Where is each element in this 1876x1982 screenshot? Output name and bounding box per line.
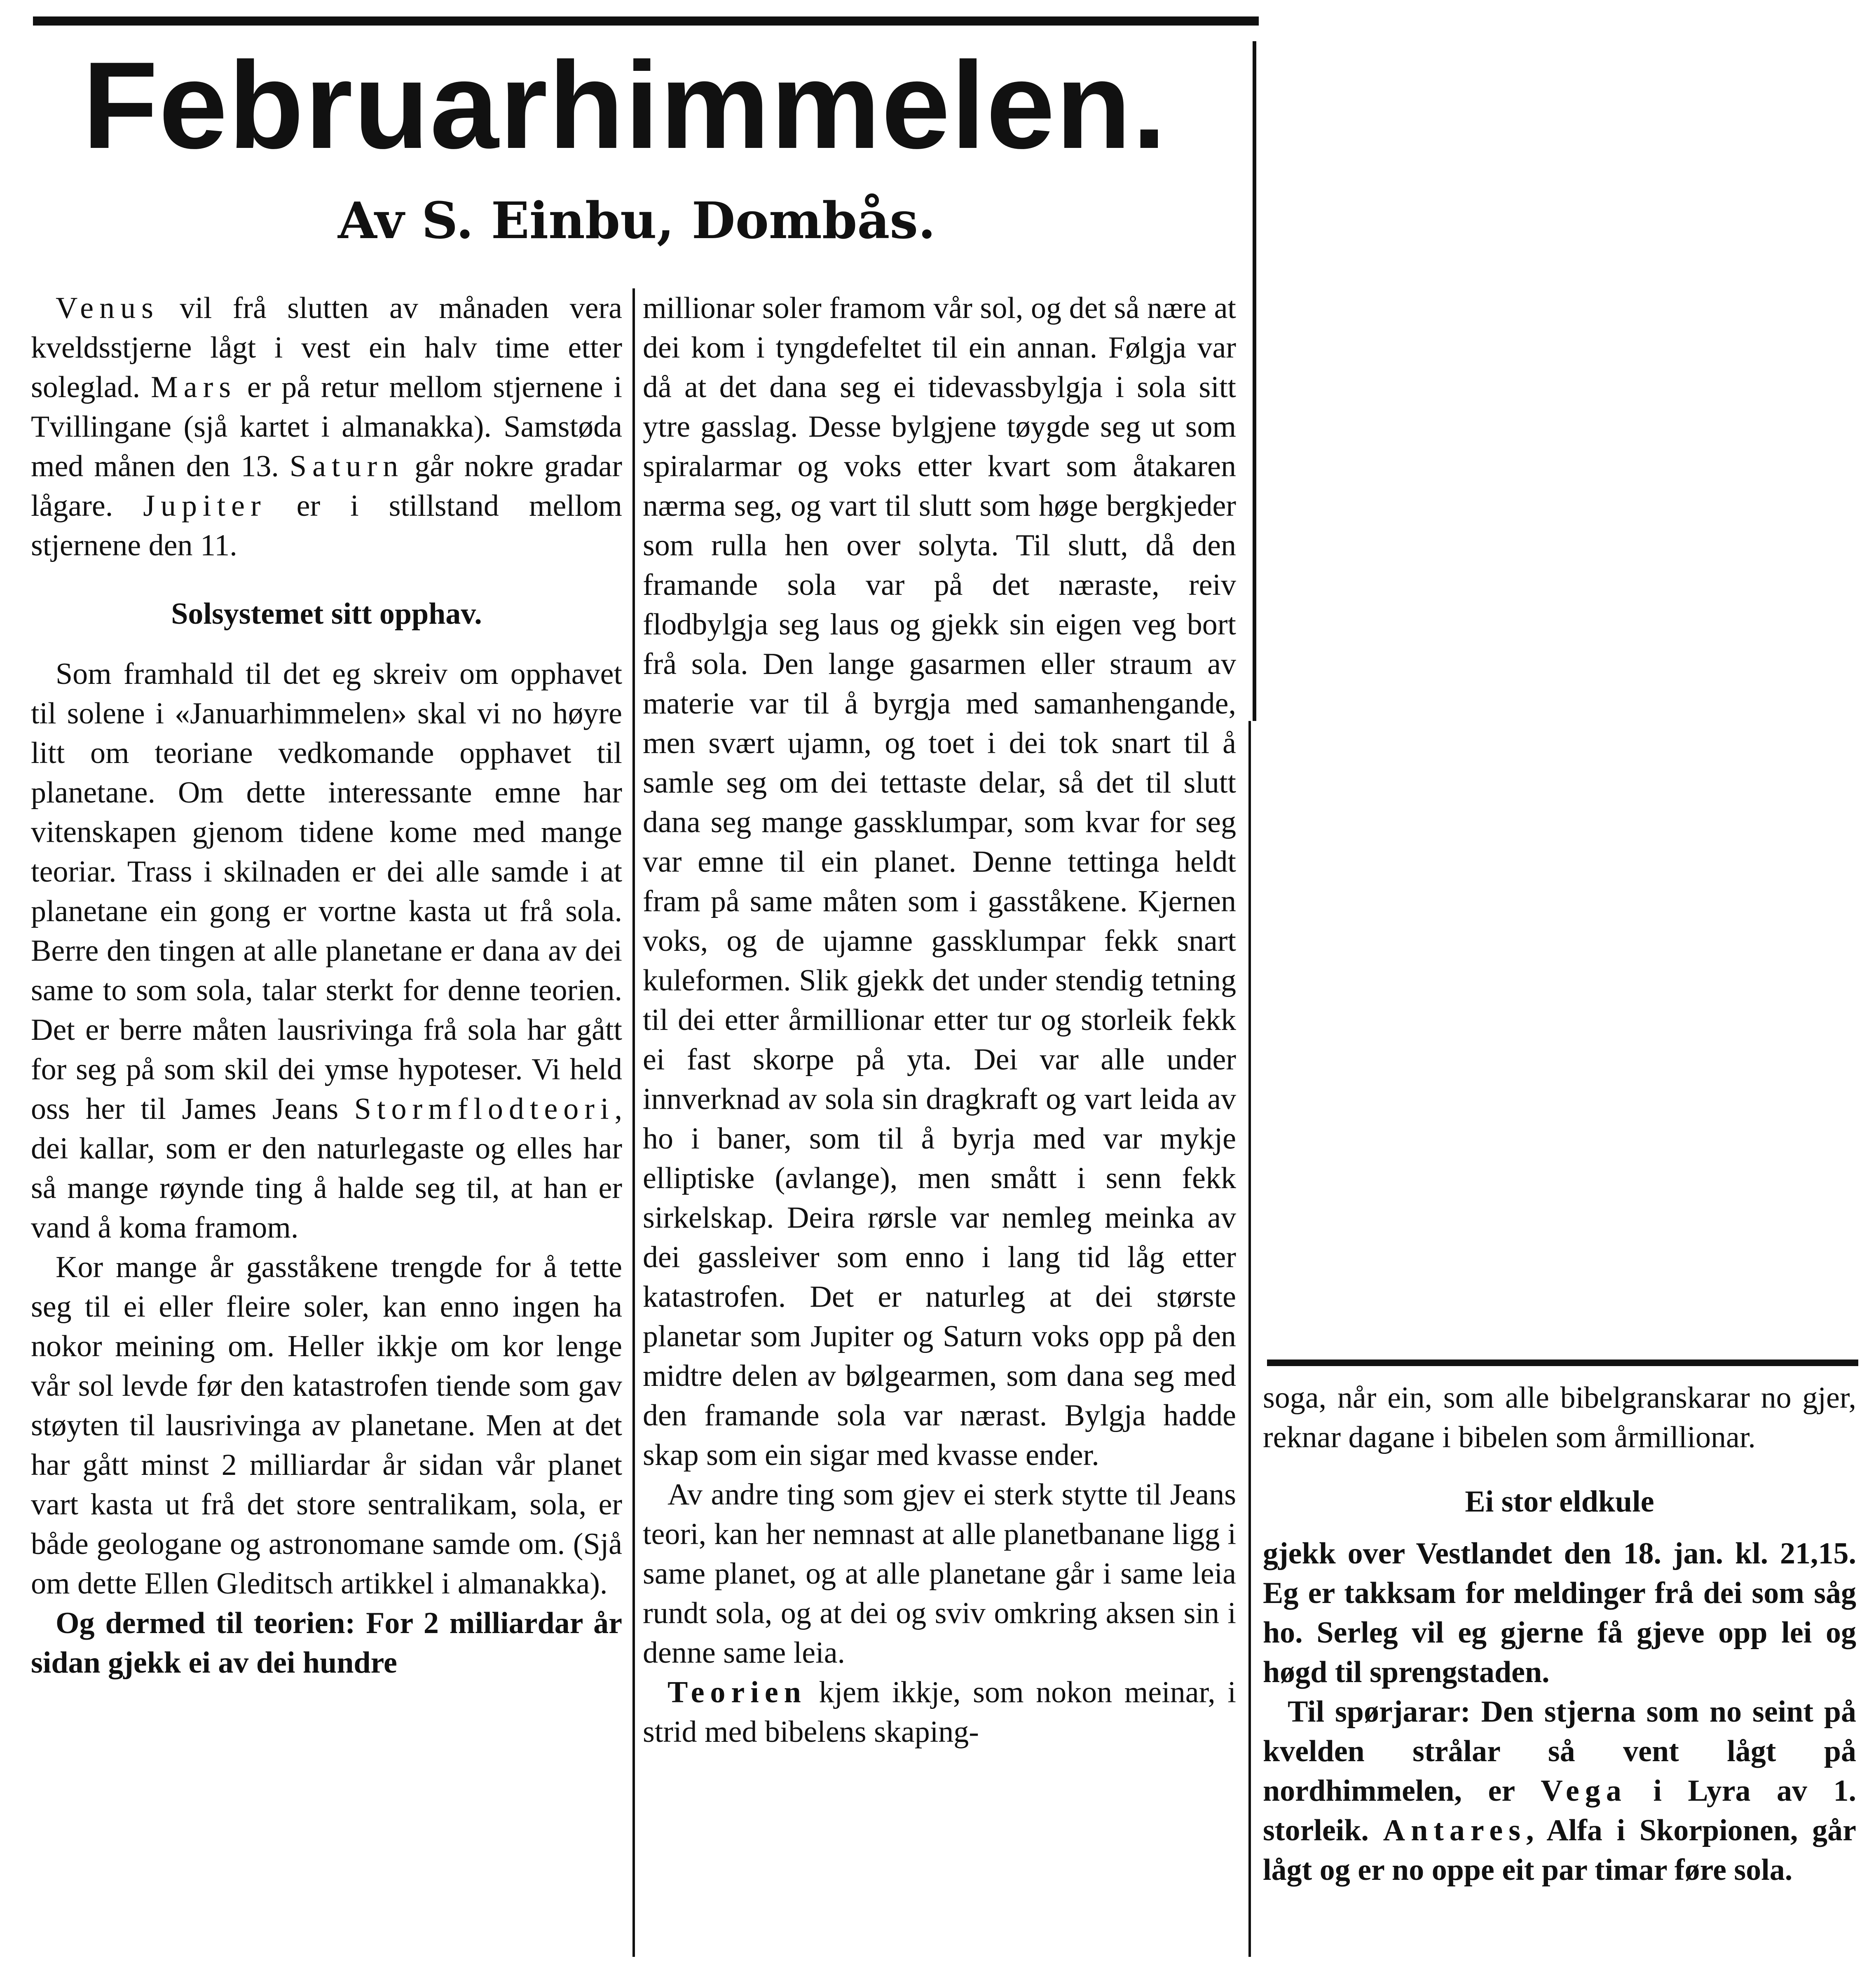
paragraph-2: Kor mange år gasståkene trengde for å tette seg til ei eller fleire soler, kan enno ingen ha nokor meining om. Heller ikkje om kor lenge vår sol levde før den katastrofen tiende som gav støyten til lausrivinga av planetane. Men at det har gått minst 2 milliardar år sidan vår planet vart kasta ut frå det store sentralikam, sola, er både geologane og astronomane samde om. (Sjå om dette Ellen Gleditsch artikkel i almanakka). [31,1250,622,1601]
paragraph-3-continued: millionar soler framom vår sol, og det så nære at dei kom i tyngdefeltet til ein annan. Følgja var då at det dana seg ei tidevassbylgja i sola sitt ytre gasslag. Desse bylgjene tøygde seg ut som spiralarmar og voks etter kvart som åtakaren nærma seg, og vart til slutt som høge bergkjeder som rulla hen over solyta. Til slutt, då den framande sola var på det næraste, reiv flodbylgja seg laus og gjekk sin eigen veg bort frå sola. Den lange gasarmen eller straum av materie var til å byrgja med samanhengande, men svært ujamn, og toet i dei tok snart til å samle seg om dei tettaste delar, så det til slutt dana seg mange gassklumpar, som kvar for seg var emne til ein planet. Denne tettinga heldt fram på same måten som i gasståkene. Kjernen voks, og de ujamne gassklumpar fekk snart kuleformen. Slik gjekk det under stendig tetning til dei etter årmillionar etter tur og storleik fekk ei fast skorpe på yta. Dei var alle under innverknad av sola sin dragkraft og vart leida av ho i baner, som til å byrja med var mykje elliptiske (avlange), men smått i senn fekk sirkelskap. Deira rørsle var nemleg meinka av dei gassleiver som enno i lang tid låg etter katastrofen. Det er naturleg at dei største planetar som Jupiter og Saturn voks opp på den midtre delen av bølgearmen, som dana seg med den framande sola var nærast. Bylgja hadde skap som ein sigar med kvasse ender. [643,291,1236,1472]
paragraph-7 [1263,1692,1856,1890]
venus-text: vil frå slutten av månaden vera kveldsstjerne lågt i vest ein halv time etter soleglad. [31,291,622,404]
column-divider-1 [632,288,635,1957]
paragraph-5-continued: soga, når ein, som alle bibelgranskarar no gjer, reknar dagane i bibelen som årmillionar. [1263,1381,1856,1454]
column-1 [31,288,622,1682]
paragraph-1 [31,654,622,1247]
stormflod-theory: Stormflodteori [354,1092,615,1126]
teorien-emphasis: Teorien [667,1675,807,1709]
paragraph-7-mid: i Lyra av 1. storleik. [1263,1774,1856,1847]
third-column-top-rule [1267,1360,1858,1366]
paragraph-1-after: , dei kallar, som er den naturlegaste og elles har så mange røynde ting å halde seg til, at han er vand å koma framom. [31,1092,622,1245]
jupiter-name: Jupiter [143,489,267,523]
mars-text: er på retur mellom stjernene i Tvillingane (sjå kartet i almanakka). Samstøda med månen den 13. [31,370,622,483]
paragraph-3-start: Og dermed til teorien: For 2 milliardar år sidan gjekk ei av dei hundre [31,1606,622,1680]
paragraph-1-before: Som framhald til det eg skreiv om opphavet til solene i «Januarhimmelen» skal vi no høyre litt om teoriane vedkomande opphavet til planetane. Om dette interessante emne har vitenskapen gjenom tidene kome med mange teoriar. Trass i skilnaden er dei alle samde i at planetane ein gong er vortne kasta ut frå sola. Berre den tingen at alle planetane er dana av dei same to som sola, talar sterkt for denne teorien. Det er berre måten lausrivinga frå sola har gått for seg på som skil dei ymse hypoteser. Vi held oss her til James Jeans [31,657,622,1126]
paragraph-5-start [643,1673,1236,1752]
top-rule [33,16,1259,26]
right-header-rule [1253,41,1256,721]
paragraph-5-text: kjem ikkje, som nokon meinar, i strid med bibelens skaping- [643,1675,1236,1749]
section-heading-fireball: Ei stor eldkule [1465,1485,1654,1519]
article-byline: Av S. Einbu, Dombås. [338,191,936,250]
venus-name: Venus [56,291,159,325]
intro-paragraph [31,288,622,565]
saturn-name: Saturn [289,449,404,483]
paragraph-6: gjekk over Vestlandet den 18. jan. kl. 21,15. Eg er takksam for meldinger frå dei som såg ho. Serleg vil eg gjerne få gjeve opp lei og høgd til sprengstaden. [1263,1537,1856,1689]
section-heading-origin: Solsystemet sitt opphav. [171,597,482,631]
saturn-text: går nokre gradar lågare. [31,449,623,523]
antares-name: Antares [1383,1814,1527,1847]
column-2 [643,288,1236,1752]
jupiter-text: er i stillstand mellom stjernene den 11. [31,489,622,562]
column-divider-2 [1248,721,1251,1957]
vega-name: Vega [1541,1774,1627,1808]
paragraph-7-after: , Alfa i Skorpionen, går lågt og er no oppe eit par timar føre sola. [1263,1814,1856,1887]
column-3 [1263,1378,1856,1890]
mars-name: Mars [150,370,237,404]
paragraph-7-before: Til spørjarar: Den stjerna som no seint på kvelden strålar så vent lågt på nordhimmelen, er [1263,1695,1856,1808]
paragraph-4: Av andre ting som gjev ei sterk stytte til Jeans teori, kan her nemnast at alle planetbanane ligg i same planet, og at alle planetane går i same leia rundt sola, og at dei og sviv omkring aksen sin i denne same leia. [643,1478,1236,1670]
article-title: Februarhimmelen. [82,36,1167,174]
